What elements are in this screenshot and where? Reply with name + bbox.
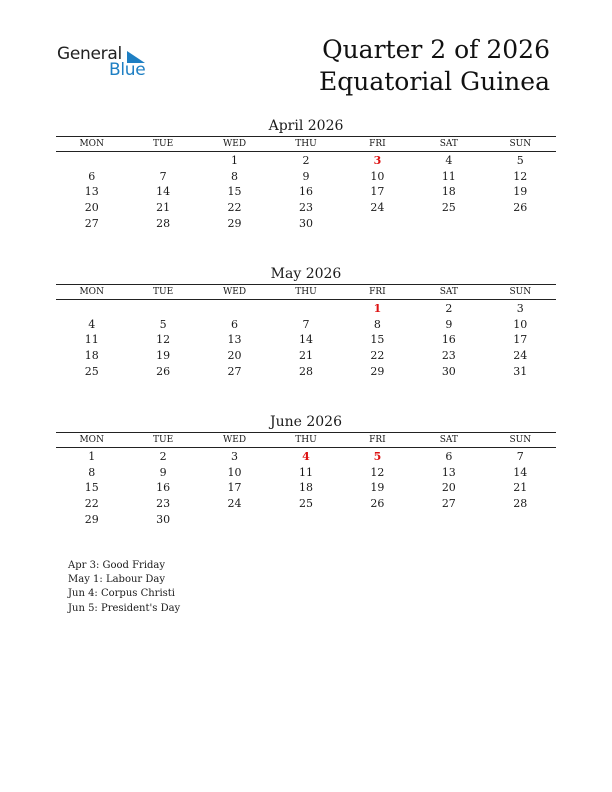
calendar-grid — [56, 285, 556, 299]
weekday-label: SAT — [439, 287, 458, 297]
day-cell: 22 — [84, 497, 99, 511]
day-cell: 27 — [84, 216, 99, 230]
day-cell: 4 — [88, 317, 96, 331]
month-title: April 2026 — [268, 118, 344, 134]
day-cell: 14 — [156, 185, 171, 199]
empty-day-cell — [199, 511, 270, 527]
day-cell: 19 — [513, 185, 528, 199]
empty-day-cell — [413, 215, 484, 231]
day-cell: 11 — [441, 169, 456, 183]
calendar-grid — [56, 433, 556, 447]
day-cell: 9 — [159, 465, 167, 479]
day-cell: 10 — [370, 169, 385, 183]
day-cell: 2 — [445, 302, 453, 316]
empty-day-cell — [127, 153, 198, 169]
week-row — [56, 449, 556, 465]
day-cell: 11 — [298, 465, 313, 479]
day-cell: 7 — [159, 169, 167, 183]
holiday-note: Jun 5: President's Day — [68, 602, 181, 614]
day-cell: 12 — [370, 465, 385, 479]
day-cell: 20 — [84, 201, 99, 215]
empty-day-cell — [56, 153, 127, 169]
day-cell: 6 — [445, 450, 453, 464]
day-cell: 16 — [156, 481, 171, 495]
day-cell: 21 — [156, 201, 171, 215]
day-cell: 28 — [513, 497, 528, 511]
day-cell: 12 — [513, 169, 528, 183]
day-cell: 16 — [298, 185, 313, 199]
day-cell: 1 — [88, 450, 96, 464]
day-cell: 26 — [513, 201, 528, 215]
holiday-day-cell: 3 — [373, 154, 382, 168]
day-cell: 14 — [298, 333, 313, 347]
day-cell: 9 — [445, 317, 453, 331]
weekday-label: SAT — [439, 435, 458, 445]
day-cell: 4 — [445, 154, 453, 168]
day-cell: 15 — [227, 185, 242, 199]
day-cell: 13 — [227, 333, 242, 347]
day-cell: 19 — [156, 349, 171, 363]
day-cell: 27 — [441, 497, 456, 511]
week-row — [56, 301, 556, 317]
empty-day-cell — [199, 301, 270, 317]
day-cell: 15 — [370, 333, 385, 347]
day-cell: 18 — [441, 185, 456, 199]
weekday-label: TUE — [153, 139, 174, 149]
day-cell: 18 — [298, 481, 313, 495]
weekday-label: MON — [79, 287, 104, 297]
weekday-label: WED — [223, 435, 247, 445]
weekday-label: FRI — [369, 287, 386, 297]
day-cell: 26 — [370, 497, 385, 511]
weekday-header-row — [56, 137, 556, 151]
day-cell: 27 — [227, 364, 242, 378]
day-cell: 8 — [231, 169, 239, 183]
weekday-label: TUE — [153, 435, 174, 445]
holiday-note: Apr 3: Good Friday — [68, 560, 166, 571]
day-cell: 23 — [298, 201, 313, 215]
day-cell: 6 — [88, 169, 96, 183]
day-cell: 13 — [84, 185, 99, 199]
day-cell: 14 — [513, 465, 528, 479]
calendar-days — [56, 301, 556, 379]
day-cell: 8 — [88, 465, 96, 479]
day-cell: 2 — [159, 450, 167, 464]
logo-text-general: General — [57, 44, 122, 64]
empty-day-cell — [342, 215, 413, 231]
weekday-label: THU — [295, 139, 317, 149]
generalblue-logo — [57, 44, 157, 84]
weekday-label: WED — [223, 287, 247, 297]
header-rule-bottom — [56, 151, 556, 152]
day-cell: 29 — [370, 364, 385, 378]
weekday-label: WED — [223, 139, 247, 149]
day-cell: 23 — [156, 497, 171, 511]
day-cell: 7 — [302, 317, 310, 331]
week-row — [56, 348, 556, 364]
weekday-label: MON — [79, 435, 104, 445]
day-cell: 6 — [231, 317, 239, 331]
day-cell: 30 — [298, 216, 313, 230]
holiday-day-cell: 1 — [373, 302, 382, 316]
week-row — [56, 480, 556, 496]
logo-text-blue: Blue — [109, 60, 146, 80]
holiday-day-cell: 4 — [302, 450, 310, 464]
day-cell: 8 — [373, 317, 381, 331]
day-cell: 21 — [298, 349, 313, 363]
empty-day-cell — [270, 301, 341, 317]
day-cell: 22 — [370, 349, 385, 363]
day-cell: 10 — [513, 317, 528, 331]
day-cell: 25 — [441, 201, 456, 215]
day-cell: 30 — [441, 364, 456, 378]
week-row — [56, 153, 556, 169]
week-row — [56, 332, 556, 348]
weekday-label: THU — [295, 435, 317, 445]
day-cell: 3 — [516, 302, 524, 316]
empty-day-cell — [56, 301, 127, 317]
day-cell: 30 — [156, 512, 171, 526]
week-row — [56, 184, 556, 200]
weekday-label: SUN — [509, 287, 532, 297]
title-country: Equatorial Guinea — [318, 67, 550, 96]
day-cell: 20 — [441, 481, 456, 495]
day-cell: 5 — [159, 317, 167, 331]
holiday-day-cell: 5 — [373, 450, 382, 464]
month-june — [56, 412, 556, 527]
header-rule-bottom — [56, 299, 556, 300]
weekday-label: THU — [295, 287, 317, 297]
day-cell: 19 — [370, 481, 385, 495]
month-april — [56, 116, 556, 231]
day-cell: 7 — [516, 450, 524, 464]
title-quarter: Quarter 2 of 2026 — [322, 35, 550, 64]
day-cell: 22 — [227, 201, 242, 215]
weekday-label: SUN — [509, 435, 532, 445]
day-cell: 18 — [84, 349, 99, 363]
empty-day-cell — [270, 511, 341, 527]
day-cell: 28 — [156, 216, 171, 230]
calendar-grid — [56, 137, 556, 151]
day-cell: 5 — [516, 154, 524, 168]
day-cell: 25 — [298, 497, 313, 511]
day-cell: 3 — [231, 450, 239, 464]
day-cell: 1 — [231, 154, 239, 168]
empty-day-cell — [485, 215, 556, 231]
week-row — [56, 496, 556, 512]
empty-day-cell — [413, 511, 484, 527]
day-cell: 9 — [302, 169, 310, 183]
day-cell: 25 — [84, 364, 99, 378]
empty-day-cell — [342, 511, 413, 527]
weekday-label: SUN — [509, 139, 532, 149]
weekday-header-row — [56, 285, 556, 299]
calendar-days — [56, 449, 556, 527]
holiday-note: Jun 4: Corpus Christi — [68, 588, 176, 600]
holiday-notes — [68, 559, 180, 616]
day-cell: 11 — [84, 333, 99, 347]
month-title: June 2026 — [269, 414, 342, 430]
day-cell: 24 — [370, 201, 385, 215]
holiday-note: May 1: Labour Day — [68, 574, 165, 586]
empty-day-cell — [485, 511, 556, 527]
day-cell: 17 — [227, 481, 242, 495]
day-cell: 12 — [156, 333, 171, 347]
week-row — [56, 200, 556, 216]
weekday-label: MON — [79, 139, 104, 149]
day-cell: 24 — [513, 349, 528, 363]
day-cell: 29 — [227, 216, 242, 230]
day-cell: 21 — [513, 481, 528, 495]
day-cell: 2 — [302, 154, 310, 168]
week-row — [56, 465, 556, 481]
day-cell: 13 — [441, 465, 456, 479]
week-row — [56, 169, 556, 185]
page-title — [319, 34, 550, 98]
weekday-label: TUE — [153, 287, 174, 297]
week-row — [56, 511, 556, 527]
calendar-days — [56, 153, 556, 231]
day-cell: 28 — [298, 364, 313, 378]
day-cell: 24 — [227, 497, 242, 511]
week-row — [56, 317, 556, 333]
month-may — [56, 264, 556, 379]
weekday-label: FRI — [369, 139, 386, 149]
day-cell: 16 — [441, 333, 456, 347]
week-row — [56, 363, 556, 379]
weekday-label: SAT — [439, 139, 458, 149]
weekday-label: FRI — [369, 435, 386, 445]
empty-day-cell — [127, 301, 198, 317]
day-cell: 17 — [513, 333, 528, 347]
day-cell: 26 — [156, 364, 171, 378]
day-cell: 20 — [227, 349, 242, 363]
day-cell: 15 — [84, 481, 99, 495]
month-title: May 2026 — [270, 266, 342, 282]
weekday-header-row — [56, 433, 556, 447]
header-rule-bottom — [56, 447, 556, 448]
day-cell: 31 — [513, 364, 528, 378]
day-cell: 23 — [441, 349, 456, 363]
week-row — [56, 215, 556, 231]
day-cell: 29 — [84, 512, 99, 526]
day-cell: 10 — [227, 465, 242, 479]
day-cell: 17 — [370, 185, 385, 199]
